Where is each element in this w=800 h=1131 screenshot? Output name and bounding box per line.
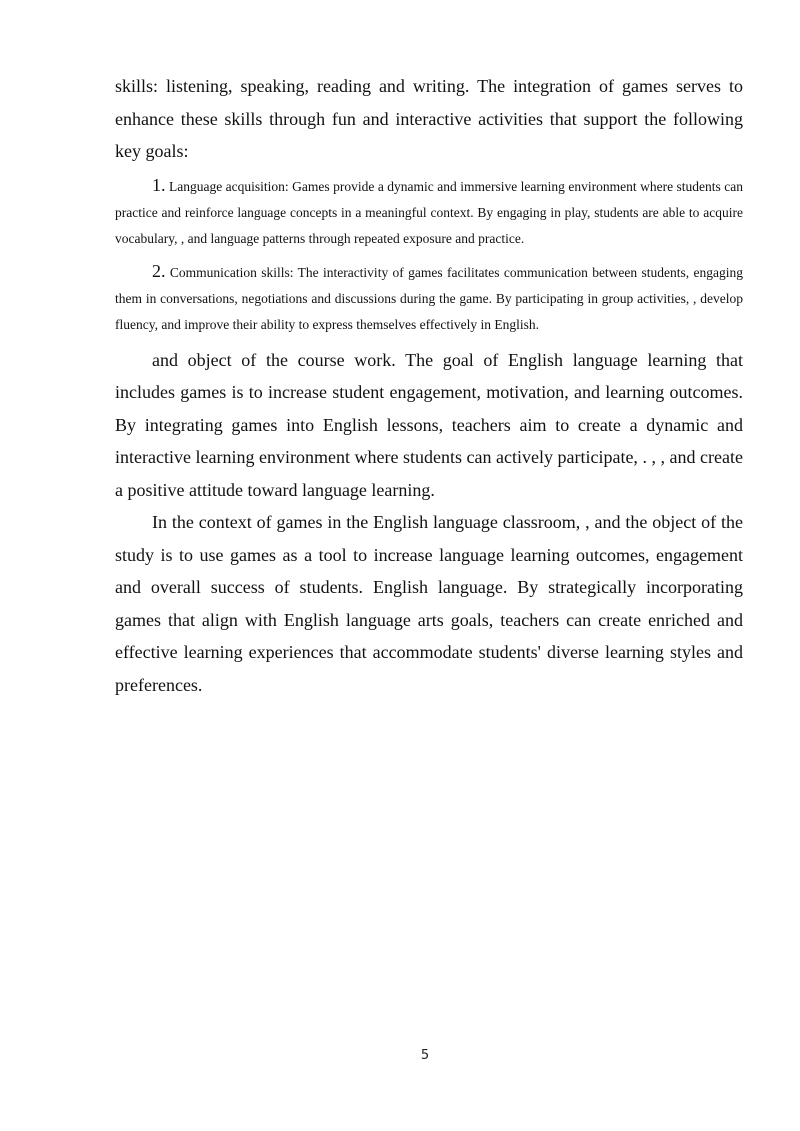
list-number: 1.	[152, 174, 166, 195]
list-item-communication-skills	[115, 258, 743, 338]
list-item-text: Communication skills: The interactivity of games facilitates communication between students, engaging them in conversations, negotiations and discussions during the game. By participating in group activities, , develop fluency, and improve their ability to express themselves effectively in English.	[115, 264, 744, 332]
paragraph-intro: skills: listening, speaking, reading and writing. The integration of games serves to enhance these skills through fun and interactive activities that support the following key goals:	[115, 76, 743, 161]
page-number: 5	[420, 1048, 430, 1063]
body-text	[115, 70, 743, 701]
paragraph-context-of-games: In the context of games in the English language classroom, , and the object of the study is to use games as a tool to increase language learning outcomes, engagement and overall success of students. English language. By strategically incorporating games that align with English language arts goals, teachers can create enriched and effective learning experiences that accommodate students' diverse learning styles and preferences.	[115, 512, 743, 695]
list-number: 2.	[152, 260, 166, 281]
list-item-language-acquisition	[115, 172, 743, 252]
list-item-text: Language acquisition: Games provide a dynamic and immersive learning environment where students can practice and reinforce language concepts in a meaningful context. By engaging in play, students are able to acquire vocabulary, , and language patterns through repeated exposure and practice.	[115, 178, 744, 246]
paragraph-object-of-course-work: and object of the course work. The goal of English language learning that includes games is to increase student engagement, motivation, and learning outcomes. By integrating games into English lessons, teachers aim to create a dynamic and interactive learning environment where students can actively participate, . , , and create a positive attitude toward language learning.	[115, 349, 743, 500]
